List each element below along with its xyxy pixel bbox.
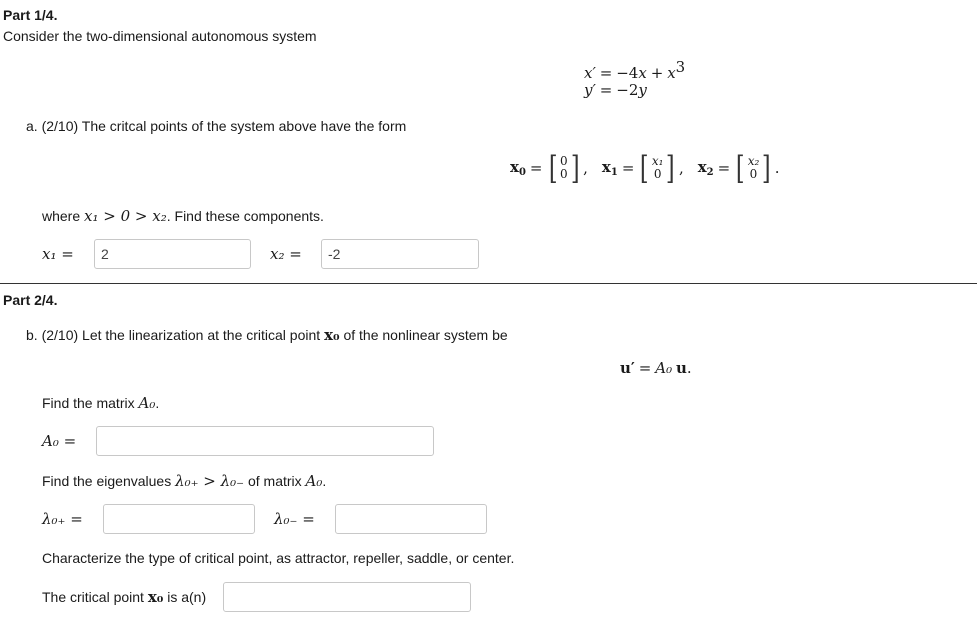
eq2-rel: = [599,81,613,99]
critical-point-line [42,588,206,606]
critical-type-input[interactable] [223,582,471,612]
find-matrix-suffix: . [155,395,160,411]
x2-bot: 0 [749,167,758,181]
part1-intro: Consider the two-dimensional autonomous system [3,28,317,44]
question-b [26,326,508,344]
find-matrix-line [42,394,159,412]
system-equation-2 [584,81,647,99]
x2-field-label: x₂ = [270,245,302,263]
x0-vector: [ 0 0 ] [548,149,580,187]
eq1-rhs-exp: 3 [675,58,686,76]
where-line [42,207,324,225]
find-eigen-var: A₀ [305,472,323,490]
critical-points-row [510,149,780,187]
eq2-rhs-a: −2 [616,81,639,99]
eq1-rel: = [599,64,613,82]
linearization-equation [620,359,692,377]
question-b-prefix: b. (2/10) Let the linearization at the critical point [26,327,321,343]
lin-lhs: u′ [620,359,635,377]
x1-label: $x_1$ [601,158,618,178]
question-b-suffix: of the nonlinear system be [343,327,508,343]
lin-vec: u [675,359,687,377]
x0-eq: = [529,159,543,177]
find-eigen-suffix: . [322,473,327,489]
x0-bot: 0 [559,167,568,181]
question-b-var: x₀ [324,326,340,344]
lambda-plus-label: λ₀₊ = [42,510,83,528]
question-a: a. (2/10) The critcal points of the system above have the form [26,118,407,134]
x2-label: $x_2$ [697,158,714,178]
system-equation-1 [584,58,685,82]
A0-input[interactable] [96,426,434,456]
where-suffix: . Find these components. [166,208,324,224]
characterize-text: Characterize the type of critical point, as attractor, repeller, saddle, or center. [42,550,515,566]
x2-period: . [774,159,780,177]
find-eigen-mid: of matrix [247,473,302,489]
x1-field-label: x₁ = [42,245,74,263]
x2-vector: [ x₂ 0 ] [736,149,771,187]
find-eigen-line [42,472,326,490]
where-condition: x₁ > 0 > x₂ [84,207,167,225]
x1-input[interactable] [94,239,251,269]
x1-bot: 0 [653,167,662,181]
find-eigen-prefix: Find the eigenvalues [42,473,172,489]
lambda-minus-label: λ₀₋ = [274,510,315,528]
part-divider [0,283,977,284]
x0-comma: , [583,159,588,177]
find-matrix-prefix: Find the matrix [42,395,135,411]
eq1-lhs: x′ [584,64,596,82]
part2-header: Part 2/4. [3,292,58,308]
eq2-rhs-b: y [638,81,647,99]
crit-prefix: The critical point [42,589,144,605]
eq1-rhs-b: x [638,64,647,82]
crit-suffix: is a(n) [167,589,207,605]
x2-input[interactable] [321,239,479,269]
x1-comma: , [678,159,684,177]
x2-eq: = [717,159,731,177]
eq1-rhs-c: + [650,64,664,82]
lin-rel: = [638,359,652,377]
find-eigen-condition: λ₀₊ > λ₀₋ [175,472,245,490]
x1-eq: = [621,159,635,177]
part1-header: Part 1/4. [3,7,58,23]
lambda-plus-input[interactable] [103,504,255,534]
x1-top: x₁ [651,154,664,168]
where-prefix: where [42,208,81,224]
x1-vector: [ x₁ 0 ] [640,149,676,187]
find-matrix-var: A₀ [138,394,156,412]
x0-top: 0 [559,154,568,168]
A0-field-label: A₀ = [42,432,77,450]
crit-var: x₀ [147,588,164,606]
x2-top: x₂ [747,154,760,168]
eq1-rhs-a: −4 [616,64,639,82]
eq1-rhs-d: x [667,64,676,82]
lin-mat: A₀ [655,359,673,377]
lin-period: . [686,359,692,377]
x0-label: $x_0$ [510,158,526,178]
lambda-minus-input[interactable] [335,504,487,534]
eq2-lhs: y′ [584,81,596,99]
